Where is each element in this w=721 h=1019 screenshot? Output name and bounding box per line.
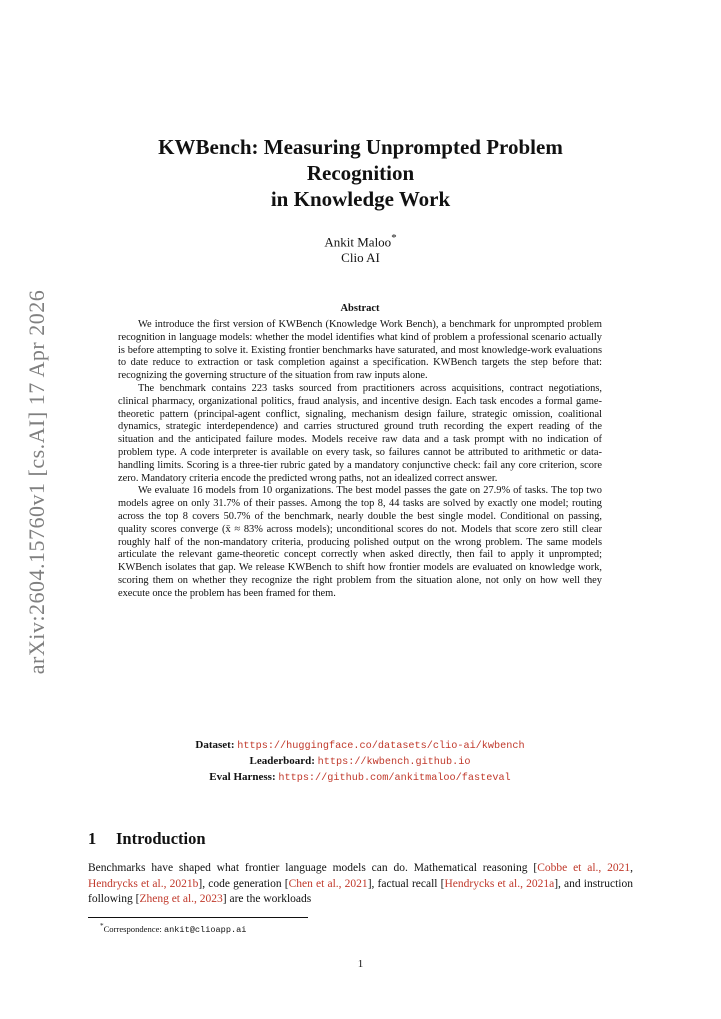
section-title: Introduction — [116, 829, 206, 848]
paper-title — [100, 134, 621, 212]
footnote-mark: * — [100, 922, 104, 930]
author-name: Ankit Maloo — [324, 234, 392, 250]
eval-harness-label: Eval Harness: — [209, 771, 276, 783]
abstract-paragraph-1: We introduce the first version of KWBench (Knowledge Work Bench), a benchmark for unprompted problem recognition in language models: whether the model identifies what kind of problem a professional scenario actually is before attempting to solve it. Existing frontier benchmarks have saturated, and most knowledge-work evaluations to date reduce to extraction or task completion against a specification. KWBench targets the step before that: recognizing the governing structure of the situation from raw inputs alone. — [118, 319, 602, 382]
citation-hendrycks-2021a[interactable]: Hendrycks et al., 2021a — [444, 877, 555, 890]
leaderboard-label: Leaderboard: — [249, 755, 315, 767]
eval-harness-link-row — [118, 770, 602, 786]
title-line-2: Recognition — [306, 161, 415, 185]
dataset-link[interactable]: https://huggingface.co/datasets/clio-ai/kwbench — [237, 741, 525, 752]
eval-harness-link[interactable]: https://github.com/ankitmaloo/fasteval — [278, 773, 511, 784]
intro-text-3: ], code generation [ — [198, 877, 289, 890]
abstract-body — [118, 319, 602, 601]
dataset-link-row — [118, 738, 602, 754]
dataset-label: Dataset: — [195, 739, 235, 751]
abstract-heading: Abstract — [340, 303, 380, 314]
intro-text-4: ], factual recall [ — [367, 877, 445, 890]
title-line-3: in Knowledge Work — [270, 187, 451, 211]
citation-cobbe[interactable]: Cobbe et al., 2021 — [537, 862, 631, 874]
title-line-1: KWBench: Measuring Unprompted Problem — [158, 135, 563, 159]
footnote — [100, 922, 246, 935]
citation-hendrycks-2021b[interactable]: Hendrycks et al., 2021b — [88, 877, 199, 890]
citation-chen[interactable]: Chen et al., 2021 — [288, 877, 368, 890]
correspondence-email[interactable]: ankit@clioapp.ai — [163, 924, 247, 935]
footnote-rule — [88, 917, 308, 918]
citation-zheng[interactable]: Zheng et al., 2023 — [139, 893, 223, 905]
author-block — [100, 230, 621, 266]
section-heading-introduction — [88, 829, 206, 849]
abstract-paragraph-3: We evaluate 16 models from 10 organizations. The best model passes the gate on 27.9% of tasks. The top two models agree on only 31.7% of their passes. Among the top 8, 44 tasks are solved by exactly one model; routing across the top 8 covers 50.7% of the benchmark, nearly double the best single model. Conditional on passing, quality scores converge (x̄ ≈ 83% across models); unconditional scores do not. Models that score zero still clear roughly half of the non-mandatory criteria, producing polished output on the wrong problem. The same models articulate the relevant game-theoretic concept correctly when asked directly, then fail to apply it unprompted; KWBench isolates that gap. We release KWBench to shift how frontier models are evaluated on knowledge work, scoring them on whether they recognize the right problem from the situation alone, not only on how well they execute once the problem has been framed for them. — [118, 485, 602, 599]
arxiv-identifier — [19, 289, 55, 675]
intro-text-6: ] are the workloads — [222, 893, 312, 905]
leaderboard-link[interactable]: https://kwbench.github.io — [317, 757, 471, 768]
abstract-paragraph-2: The benchmark contains 223 tasks sourced from practitioners across acquisitions, contract negotiations, clinical pharmacy, organizational politics, fraud analysis, and incentive design. Each task encodes a formal game-theoretic pattern (principal-agent conflict, signaling, mechanism design failure, strategic omission, coalitional dynamics, strategic interdependence) and carries structured ground truth recording the expert reading of the situation and the anticipated failure modes. Models receive raw data and a task prompt with no indication of problem type. A code interpreter is available on every task, so failures cannot be attributed to arithmetic or data-handling limits. Scoring is a three-tier rubric gated by a mandatory conjunctive check: fail any core criterion, score zero. Mandatory criteria encode the predicted wrong paths, not an idealized correct answer. — [118, 382, 602, 484]
arxiv-identifier-text: arXiv:2604.15760v1 [cs.AI] 17 Apr 2026 — [24, 289, 49, 675]
intro-paragraph — [88, 861, 633, 908]
author-affiliation: Clio AI — [341, 250, 380, 266]
page-number: 1 — [357, 958, 364, 970]
leaderboard-link-row — [118, 754, 602, 770]
author-footnote-mark: * — [391, 232, 397, 244]
intro-text-1: Benchmarks have shaped what frontier language models can do. Mathematical reasoning [ — [88, 862, 538, 874]
section-number: 1 — [88, 829, 97, 848]
resource-links — [118, 738, 602, 786]
intro-text-2: , — [630, 862, 633, 874]
intro-text-5: ], and instruction following [ — [88, 877, 633, 905]
footnote-label: Correspondence: — [103, 923, 164, 934]
